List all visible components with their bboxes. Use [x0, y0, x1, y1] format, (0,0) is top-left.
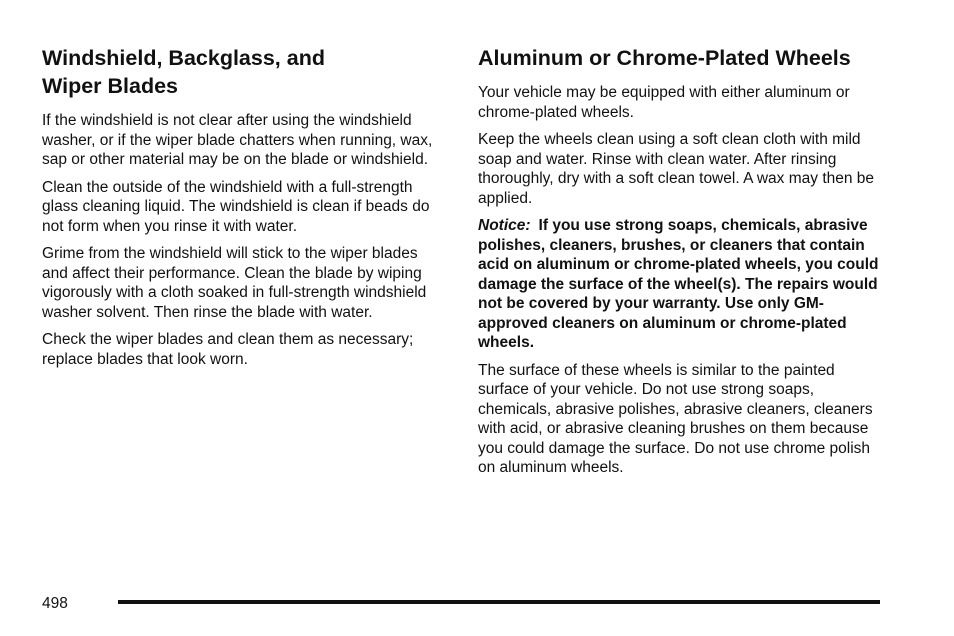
paragraph: Check the wiper blades and clean them as necessary; replace blades that look worn. — [42, 331, 414, 368]
footer-rule — [118, 600, 880, 604]
right-column — [478, 44, 888, 486]
paragraph: Keep the wheels clean using a soft clean cloth with mild soap and water. Rinse with clean water. After rinsing thoroughly, dry with a soft clean towel. A wax may then be applied. — [478, 131, 875, 207]
notice-text: If you use strong soaps, chemicals, abrasive polishes, cleaners, brushes, or cleaners that contain acid on aluminum or chrome-plated wheels, you could damage the surface of the wheel(s). The repairs would not be covered by your warranty. Use only GM-approved cleaners on aluminum or chrome-plated wheels. — [478, 217, 879, 351]
paragraph: Your vehicle may be equipped with either aluminum or chrome-plated wheels. — [478, 84, 850, 121]
section-heading-windshield: Windshield, Backglass, and Wiper Blades — [42, 46, 325, 98]
page-number: 498 — [42, 595, 68, 612]
section-heading-wheels: Aluminum or Chrome-Plated Wheels — [478, 46, 851, 70]
paragraph: If the windshield is not clear after using the windshield washer, or if the wiper blade chatters when running, wax, sap or other material may be on the blade or windshield. — [42, 112, 433, 168]
notice-block — [478, 216, 888, 353]
paragraph: The surface of these wheels is similar to the painted surface of your vehicle. Do not use strong soaps, chemicals, abrasive polishes, abrasive cleaners, cleaners with acid, or abrasive cleaning brushes on them because you could damage the surface. Do not use chrome polish on aluminum wheels. — [478, 361, 873, 476]
notice-label: Notice: — [478, 217, 531, 234]
paragraph: Clean the outside of the windshield with a full-strength glass cleaning liquid. The windshield is clean if beads do not form when you rinse it with water. — [42, 178, 430, 235]
paragraph: Grime from the windshield will stick to the wiper blades and affect their performance. Clean the blade by wiping vigorously with a cloth soaked in full-strength windshield washer solvent. Then rinse the blade with water. — [42, 245, 427, 321]
left-column — [42, 44, 442, 377]
